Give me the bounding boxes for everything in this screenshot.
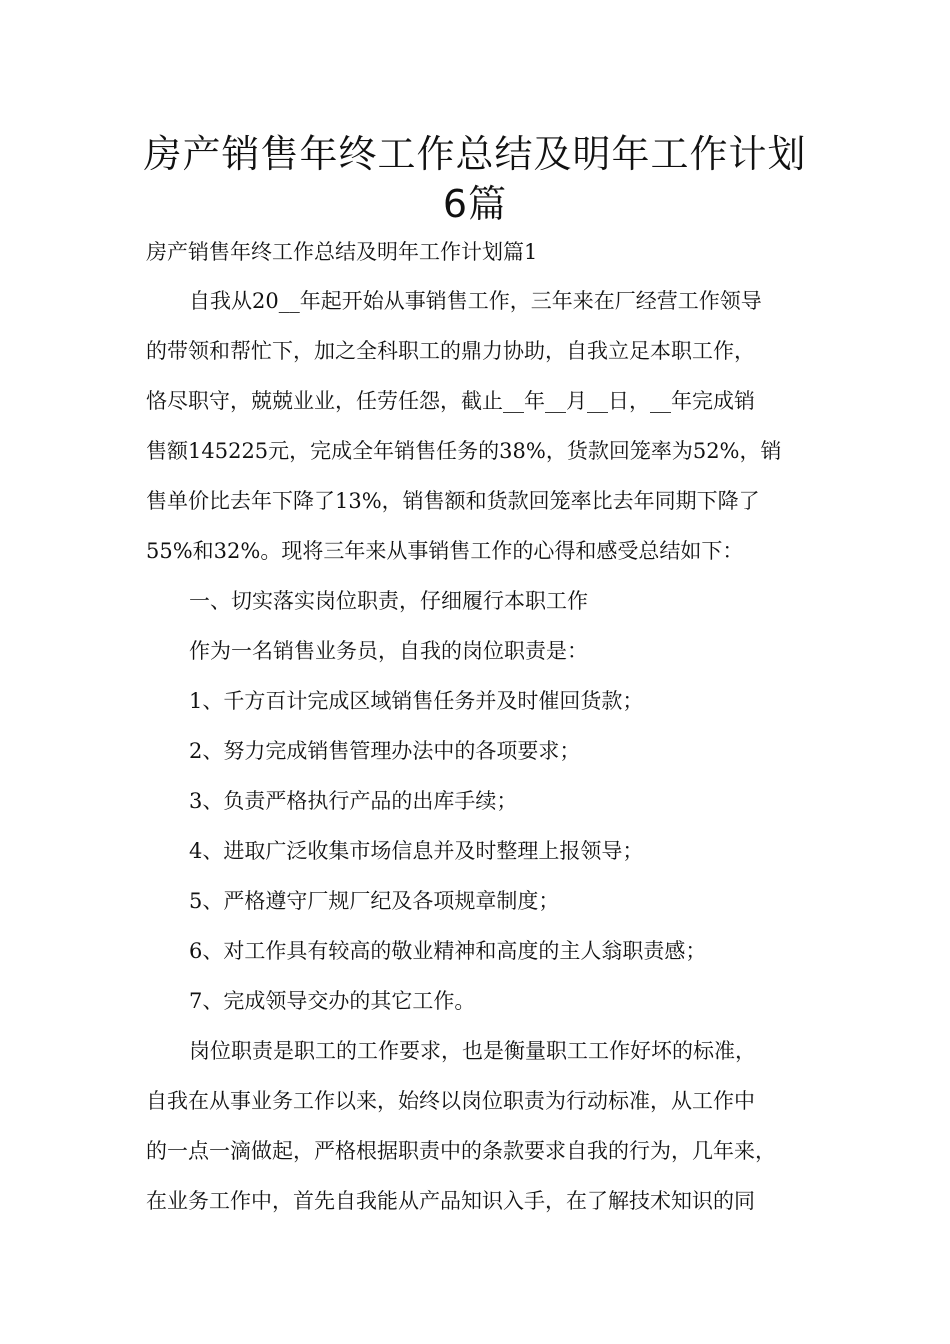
paragraph-line: 自我在从事业务工作以来，始终以岗位职责为行动标准，从工作中 [146,1089,755,1113]
paragraph-line: 售单价比去年下降了13%，销售额和货款回笼率比去年同期下降了 [146,489,760,513]
list-item: 2、努力完成销售管理办法中的各项要求； [189,739,581,763]
paragraph-line: 在业务工作中，首先自我能从产品知识入手，在了解技术知识的同 [146,1189,755,1213]
paragraph-line: 55%和32%。现将三年来从事销售工作的心得和感受总结如下： [146,539,744,563]
document-title-line1: 房产销售年终工作总结及明年工作计划 [143,132,807,176]
paragraph-line: 恪尽职守，兢兢业业，任劳任怨，截止__年__月__日，__年完成销 [146,389,755,413]
list-item: 1、千方百计完成区域销售任务并及时催回货款； [189,689,644,713]
paragraph-line: 岗位职责是职工的工作要求，也是衡量职工工作好坏的标准， [189,1039,756,1063]
list-item: 3、负责严格执行产品的出库手续； [189,789,518,813]
document-title-line2: 6篇 [442,182,508,226]
list-item: 6、对工作具有较高的敬业精神和高度的主人翁职责感； [189,939,707,963]
list-item: 7、完成领导交办的其它工作。 [189,989,476,1013]
paragraph-line: 售额145225元，完成全年销售任务的38%，货款回笼率为52%，销 [146,439,782,463]
list-item: 5、严格遵守厂规厂纪及各项规章制度； [189,889,560,913]
section-subheading: 一、切实落实岗位职责，仔细履行本职工作 [189,589,588,613]
paragraph-line: 的一点一滴做起，严格根据职责中的条款要求自我的行为，几年来， [146,1139,776,1163]
list-item: 4、进取广泛收集市场信息并及时整理上报领导； [189,839,644,863]
paragraph-line: 自我从20__年起开始从事销售工作，三年来在厂经营工作领导 [189,289,762,313]
paragraph-line: 作为一名销售业务员，自我的岗位职责是： [189,639,588,663]
section-heading: 房产销售年终工作总结及明年工作计划篇1 [146,240,538,264]
paragraph-line: 的带领和帮忙下，加之全科职工的鼎力协助，自我立足本职工作， [146,339,755,363]
